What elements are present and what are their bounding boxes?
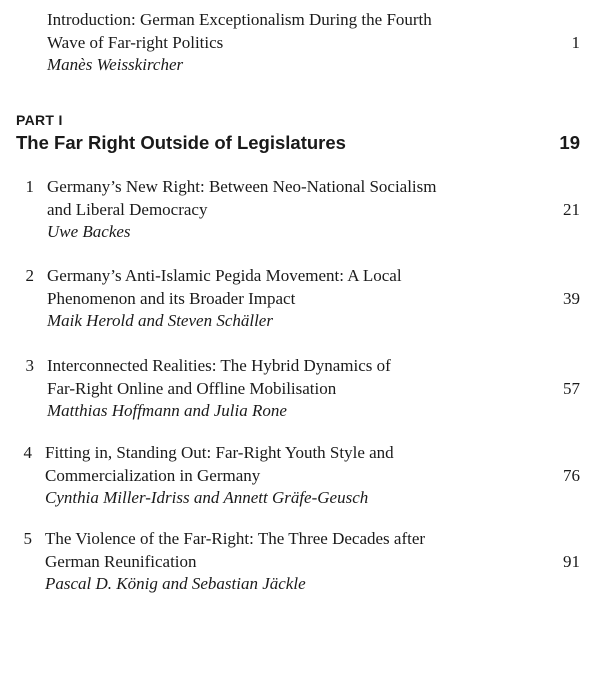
entry-title-line: Commercialization in Germany	[45, 465, 261, 485]
entry-title-line: Germany’s Anti-Islamic Pegida Movement: A Local	[47, 266, 402, 285]
chapter-number: 3	[25, 356, 34, 375]
entry-page-number: 91	[563, 552, 580, 571]
entry-title-line: Fitting in, Standing Out: Far-Right Youth Style and	[45, 443, 394, 462]
entry-title	[47, 265, 517, 310]
entry-title	[47, 355, 517, 400]
entry-page-number: 76	[563, 466, 580, 485]
entry-title-line: Germany’s New Right: Between Neo-National Socialism	[47, 177, 437, 196]
entry-page-number: 39	[563, 289, 580, 308]
entry-title	[47, 9, 517, 54]
entry-title-line: German Reunification	[45, 551, 197, 571]
chapter-number: 4	[23, 443, 32, 462]
entry-title-line: The Violence of the Far-Right: The Three Decades after	[45, 529, 426, 548]
entry-author: Maik Herold and Steven Schäller	[47, 311, 273, 330]
entry-title-line: Interconnected Realities: The Hybrid Dynamics of	[47, 356, 391, 375]
entry-title-line: and Liberal Democracy	[47, 199, 208, 219]
entry-author: Uwe Backes	[47, 222, 131, 241]
chapter-number: 2	[25, 266, 34, 285]
entry-page-number: 57	[563, 379, 580, 398]
entry-author: Cynthia Miller-Idriss and Annett Gräfe-Geusch	[45, 488, 369, 507]
part-label: PART I	[16, 112, 63, 128]
entry-title	[45, 528, 515, 573]
entry-title	[47, 176, 517, 221]
chapter-number: 5	[23, 529, 32, 548]
entry-page-number: 21	[563, 200, 580, 219]
part-title[interactable]: The Far Right Outside of Legislatures	[16, 132, 346, 153]
entry-title-line: Phenomenon and its Broader Impact	[47, 288, 296, 308]
entry-page-number: 1	[571, 33, 580, 52]
entry-author: Manès Weisskircher	[47, 55, 184, 74]
entry-author: Pascal D. König and Sebastian Jäckle	[45, 574, 306, 593]
part-page-number: 19	[559, 132, 580, 153]
entry-title-line: Far-Right Online and Offline Mobilisation	[47, 378, 337, 398]
chapter-number: 1	[25, 177, 34, 196]
entry-title-line: Wave of Far-right Politics	[47, 32, 224, 52]
entry-title	[45, 442, 515, 487]
entry-title-line: Introduction: German Exceptionalism During the Fourth	[47, 10, 432, 29]
entry-author: Matthias Hoffmann and Julia Rone	[47, 401, 287, 420]
